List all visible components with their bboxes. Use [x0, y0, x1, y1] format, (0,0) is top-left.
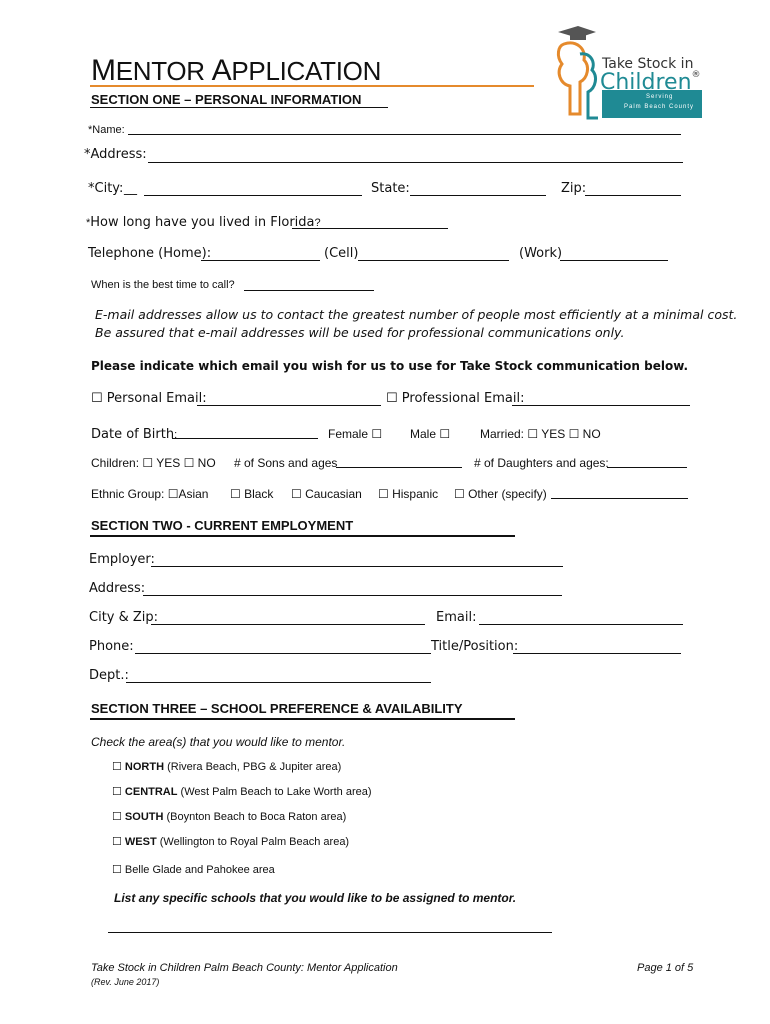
female-checkbox[interactable]: Female ☐ — [328, 427, 383, 441]
logo-line-1: Take Stock in — [602, 56, 694, 72]
checkbox-icon: ☐ — [112, 761, 125, 773]
area-desc: (West Palm Beach to Lake Worth area) — [180, 786, 372, 798]
area-name: SOUTH — [124, 811, 164, 823]
area-desc: Belle Glade and Pahokee area — [124, 864, 275, 876]
state-field[interactable] — [410, 195, 546, 196]
schools-prompt: List any specific schools that you would like to be assigned to mentor. — [114, 891, 517, 905]
employer-label: Employer: — [89, 552, 155, 567]
logo-sub-2: Palm Beach County — [624, 104, 695, 110]
checkbox-icon: ☐ — [112, 864, 125, 876]
florida-label — [86, 214, 321, 230]
work-field[interactable] — [560, 260, 668, 261]
employer-address-label: Address: — [89, 581, 146, 596]
city-label: *City: — [88, 181, 124, 196]
schools-field[interactable] — [108, 932, 552, 933]
cell-label: (Cell) — [324, 246, 359, 261]
logo-line-2 — [600, 70, 701, 95]
page-title-part-1: ENTOR — [115, 56, 212, 86]
daughters-label: # of Daughters and ages: — [474, 456, 609, 470]
section-two-heading: SECTION TWO - CURRENT EMPLOYMENT — [91, 518, 354, 533]
area-desc: (Rivera Beach, PBG & Jupiter area) — [167, 761, 342, 773]
florida-question-mark: ? — [314, 217, 321, 229]
best-time-field[interactable] — [244, 290, 374, 291]
employer-email-field[interactable] — [479, 624, 683, 625]
area-name: NORTH — [124, 761, 165, 773]
employer-email-label: Email: — [436, 610, 477, 625]
best-time-label: When is the best time to call? — [91, 279, 235, 291]
area-desc: (Wellington to Royal Palm Beach area) — [159, 836, 350, 848]
logo-sub-1: Serving — [646, 94, 674, 100]
cell-field[interactable] — [358, 260, 509, 261]
checkbox-icon: ☐ — [112, 811, 125, 823]
dob-label — [91, 426, 177, 442]
dept-label: Dept.: — [89, 668, 129, 683]
dept-field[interactable] — [126, 682, 431, 683]
address-field[interactable] — [148, 162, 683, 163]
daughters-field[interactable] — [607, 467, 687, 468]
take-stock-logo — [546, 26, 706, 122]
city-prefix: __ — [124, 181, 137, 196]
dob-colon: : — [174, 429, 178, 441]
section-one-underline — [90, 107, 388, 108]
title-position-label: Title/Position: — [431, 639, 519, 654]
area-north-checkbox[interactable] — [112, 760, 341, 773]
ethnic-other-checkbox[interactable]: ☐ Other (specify) — [454, 487, 547, 501]
employer-cityzip-label: City & Zip: — [89, 610, 159, 625]
work-label: (Work) — [519, 246, 563, 261]
children-checkboxes[interactable]: Children: ☐ YES ☐ NO — [91, 456, 216, 470]
dob-field[interactable] — [172, 438, 318, 439]
ethnic-black-checkbox[interactable]: ☐ Black — [230, 487, 274, 501]
area-name: CENTRAL — [124, 786, 178, 798]
sons-field[interactable] — [336, 467, 462, 468]
employer-phone-label: Phone: — [89, 639, 134, 654]
florida-years-field[interactable] — [292, 228, 448, 229]
page-title — [91, 54, 381, 88]
married-checkboxes[interactable]: Married: ☐ YES ☐ NO — [480, 427, 601, 441]
city-field[interactable] — [144, 195, 362, 196]
section-three-heading: SECTION THREE – SCHOOL PREFERENCE & AVAILABILITY — [91, 701, 463, 716]
logo-registered-mark: ® — [691, 70, 701, 80]
male-checkbox[interactable]: Male ☐ — [410, 427, 451, 441]
telephone-home-field[interactable] — [201, 260, 320, 261]
personal-email-field[interactable] — [197, 405, 381, 406]
area-belle-glade-checkbox[interactable] — [112, 863, 275, 876]
professional-email-field[interactable] — [512, 405, 690, 406]
state-label: State: — [371, 181, 410, 196]
area-central-checkbox[interactable] — [112, 785, 372, 798]
area-name: WEST — [124, 836, 157, 848]
zip-label: Zip: — [561, 181, 587, 196]
page-title-initial-a: A — [211, 54, 232, 87]
page-title-part-2: PPLICATION — [231, 56, 382, 86]
ethnic-hispanic-checkbox[interactable]: ☐ Hispanic — [378, 487, 439, 501]
section-three-underline — [90, 718, 515, 720]
telephone-home-label: Telephone (Home): — [88, 246, 212, 261]
email-note-line-1: E-mail addresses allow us to contact the greatest number of people most efficiently at a minimal cost. — [95, 307, 738, 322]
page-title-initial-m: M — [91, 54, 116, 87]
footer-revision: (Rev. June 2017) — [91, 977, 160, 987]
zip-field[interactable] — [585, 195, 681, 196]
area-west-checkbox[interactable] — [112, 835, 349, 848]
ethnic-group-asian[interactable]: Ethnic Group: ☐Asian — [91, 487, 209, 501]
logo-children-text: Children — [600, 70, 692, 95]
florida-asterisk: * — [86, 217, 91, 229]
checkbox-icon: ☐ — [112, 836, 125, 848]
area-instruction: Check the area(s) that you would like to mentor. — [91, 735, 346, 749]
footer-page-number: Page 1 of 5 — [637, 962, 694, 974]
florida-label-text: How long have you lived in Florida — [90, 215, 315, 230]
employer-cityzip-field[interactable] — [151, 624, 425, 625]
professional-email-option[interactable]: ☐ Professional Email: — [386, 391, 525, 406]
address-label: *Address: — [84, 147, 147, 162]
employer-field[interactable] — [151, 566, 563, 567]
dob-label-text: Date of Birth — [91, 427, 175, 442]
sons-label: # of Sons and ages — [234, 456, 338, 470]
employer-address-field[interactable] — [143, 595, 562, 596]
email-note-line-2: Be assured that e-mail addresses will be used for professional communications only. — [95, 325, 625, 340]
name-label: *Name: — [88, 124, 125, 136]
title-underline — [90, 85, 534, 87]
area-south-checkbox[interactable] — [112, 810, 346, 823]
section-one-heading: SECTION ONE – PERSONAL INFORMATION — [91, 92, 362, 107]
title-position-field[interactable] — [513, 653, 681, 654]
ethnic-other-field[interactable] — [551, 498, 688, 499]
area-desc: (Boynton Beach to Boca Raton area) — [166, 811, 347, 823]
ethnic-caucasian-checkbox[interactable]: ☐ Caucasian — [291, 487, 362, 501]
personal-email-option[interactable]: ☐ Personal Email: — [91, 391, 207, 406]
checkbox-icon: ☐ — [112, 786, 125, 798]
email-choice-heading: Please indicate which email you wish for us to use for Take Stock communication below. — [91, 359, 689, 373]
footer-doc-title: Take Stock in Children Palm Beach County: Mentor Application — [91, 962, 398, 974]
employer-phone-field[interactable] — [135, 653, 431, 654]
name-field[interactable] — [128, 134, 681, 135]
section-two-underline — [90, 535, 515, 537]
